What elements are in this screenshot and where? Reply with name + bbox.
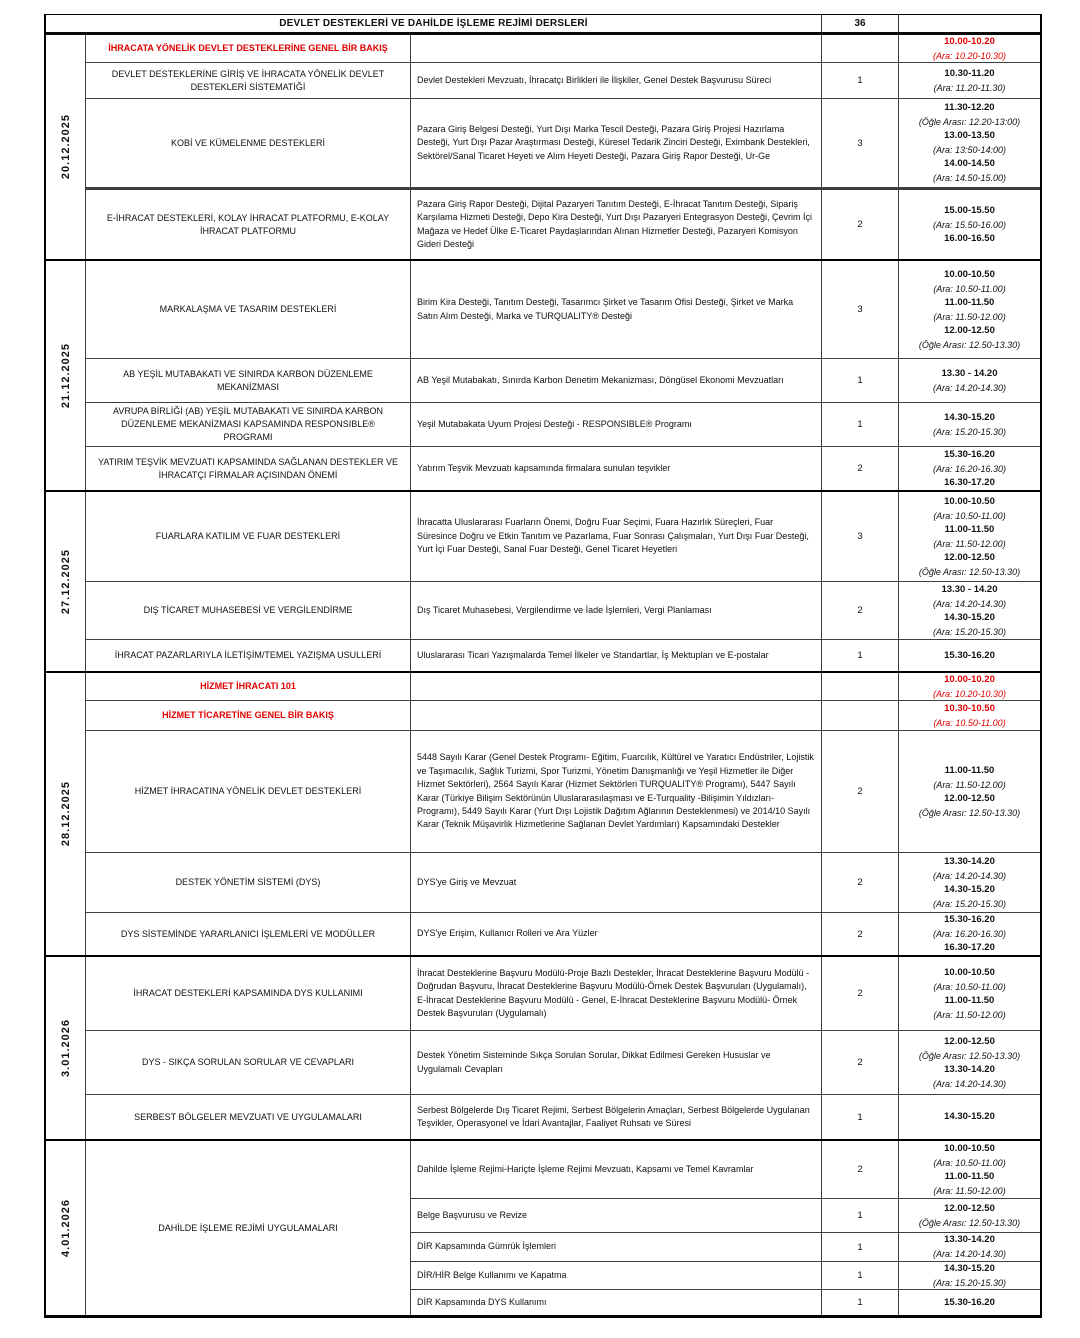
session-time-label: 11.30-12.20 bbox=[944, 102, 995, 113]
session-time-label: 15.30-16.20 bbox=[944, 448, 995, 460]
session-time-label: 13.30 - 14.20 bbox=[941, 583, 998, 595]
session-time-label: 10.00-10.50 bbox=[944, 495, 995, 507]
course-hours: 3 bbox=[822, 492, 899, 581]
session-time-label: 14.30-15.20 bbox=[944, 883, 995, 895]
course-description: DYS'ye Giriş ve Mevzuat bbox=[411, 853, 822, 912]
course-hours: 2 bbox=[822, 731, 899, 852]
course-title: E-İHRACAT DESTEKLERİ, KOLAY İHRACAT PLATFORMU, E-KOLAY İHRACAT PLATFORMU bbox=[86, 190, 411, 259]
course-title: HİZMET TİCARETİNE GENEL BİR BAKIŞ bbox=[86, 701, 411, 730]
date-label: 4.01.2026 bbox=[59, 1199, 72, 1257]
break-time-label: (Ara: 16.20-16.30) bbox=[932, 929, 1007, 939]
break-time-label: (Ara: 11.50-12.00) bbox=[933, 538, 1006, 549]
section-rows bbox=[86, 35, 1040, 259]
time-slot-cell bbox=[899, 582, 1040, 639]
break-time-label: (Ara: 14.20-14.30) bbox=[932, 382, 1007, 393]
course-description: Devlet Destekleri Mevzuatı, İhracatçı Birlikleri ile İlişkiler, Genel Destek Başvurusu Süreci bbox=[411, 63, 822, 98]
course-description: İhracatta Uluslararası Fuarların Önemi, Doğru Fuar Seçimi, Fuara Hazırlık Süreçleri, Fuar Süresince Doğru ve Etkin Tanıtım ve Pazarlama, Fuar Sonrası Çalışmaları, Yurt Dışı Fuar Desteği, Yurt İçi Fuar Desteği, Sanal Fuar Desteği, Genel Ticaret Heyetleri bbox=[411, 492, 822, 581]
session-time-label: 10.00-10.20 bbox=[944, 35, 995, 47]
table-row bbox=[86, 63, 1040, 99]
course-hours: 2 bbox=[822, 1031, 899, 1094]
session-time-label: 10.00-10.50 bbox=[944, 268, 995, 280]
session-time-label: 13.30 - 14.20 bbox=[941, 367, 998, 379]
break-time-label: (Ara: 10.50-11.00) bbox=[933, 283, 1006, 294]
course-hours: 1 bbox=[822, 63, 899, 98]
course-description: Dahilde İşleme Rejimi-Hariçte İşleme Rejimi Mevzuatı, Kapsamı ve Temel Kavramlar bbox=[411, 1141, 822, 1198]
table-row bbox=[86, 701, 1040, 731]
total-hours: 36 bbox=[822, 15, 899, 32]
course-title: AB YEŞİL MUTABAKATI VE SINIRDA KARBON DÜZENLEME MEKANİZMASI bbox=[86, 359, 411, 402]
course-description bbox=[411, 35, 822, 62]
session-time-label: 14.30-15.20 bbox=[944, 1111, 995, 1122]
course-description: İhracat Desteklerine Başvuru Modülü-Proje Bazlı Destekler, İhracat Desteklerine Başvuru Modülü - Doğrudan Başvuru, İhracat Desteklerine Başvuru Modülü-Örnek Destek Başvuruları (Uygulamalı), E-İhracat Desteklerine Başvuru Modülü - Genel, E-İhracat Desteklerine Başvuru Modülü- Örnek Destek Başvuruları (Uygulamalı) bbox=[411, 957, 822, 1030]
table-row bbox=[86, 261, 1040, 359]
course-hours: 1 bbox=[822, 1262, 899, 1289]
date-cell bbox=[46, 957, 86, 1139]
course-description: Birim Kira Desteği, Tanıtım Desteği, Tasarımcı Şirket ve Tasarım Ofisi Desteği, Şirket ve Marka Satın Alım Desteği, Marka ve TURQUALITY® Desteği bbox=[411, 261, 822, 358]
course-hours: 2 bbox=[822, 913, 899, 955]
course-hours: 1 bbox=[822, 1290, 899, 1315]
section-rows bbox=[411, 1141, 1040, 1315]
course-title: MARKALAŞMA VE TASARIM DESTEKLERİ bbox=[86, 261, 411, 358]
table-row bbox=[86, 359, 1040, 403]
time-slot-cell bbox=[899, 913, 1040, 955]
break-time-label: (Ara: 15.20-15.30) bbox=[932, 1277, 1007, 1288]
table-header-row bbox=[46, 15, 1040, 35]
date-label: 3.01.2026 bbox=[59, 1019, 72, 1077]
session-time-label: 12.00-12.50 bbox=[944, 792, 995, 804]
time-slot-cell bbox=[899, 1290, 1040, 1315]
break-time-label: (Ara: 11.50-12.00) bbox=[933, 1185, 1006, 1196]
break-time-label: (Ara: 13:50-14:00) bbox=[932, 145, 1007, 155]
break-time-label: (Ara: 11.50-12.00) bbox=[933, 779, 1006, 790]
schedule-section bbox=[46, 957, 1040, 1141]
course-title: DEVLET DESTEKLERİNE GİRİŞ VE İHRACATA YÖNELİK DEVLET DESTEKLERİ SİSTEMATİĞİ bbox=[86, 63, 411, 98]
session-time-label: 14.30-15.20 bbox=[944, 1262, 995, 1274]
break-time-label: (Öğle Arası: 12.50-13.30) bbox=[918, 1217, 1021, 1228]
break-time-label: (Ara: 14.20-14.30) bbox=[932, 598, 1007, 609]
course-schedule-table bbox=[44, 14, 1042, 1318]
course-title: İHRACAT PAZARLARIYLA İLETİŞİM/TEMEL YAZIŞMA USULLERİ bbox=[86, 640, 411, 671]
time-slot-cell bbox=[899, 640, 1040, 671]
course-hours: 1 bbox=[822, 640, 899, 671]
session-time-label: 10.30-10.50 bbox=[944, 702, 995, 714]
session-time-label: 11.00-11.50 bbox=[944, 523, 995, 535]
table-row bbox=[86, 582, 1040, 640]
break-time-label: (Ara: 15.20-15.30) bbox=[932, 626, 1007, 637]
time-slot-cell bbox=[899, 261, 1040, 358]
course-description: Uluslararası Ticari Yazışmalarda Temel İlkeler ve Standartlar, İş Mektupları ve E-postalar bbox=[411, 640, 822, 671]
header-time-cell bbox=[899, 15, 1040, 32]
course-hours bbox=[822, 701, 899, 730]
course-hours: 2 bbox=[822, 853, 899, 912]
table-row bbox=[411, 1262, 1040, 1290]
schedule-section bbox=[46, 673, 1040, 957]
table-row bbox=[86, 957, 1040, 1031]
time-slot-cell bbox=[899, 63, 1040, 98]
break-time-label: (Ara: 14.20-14.30) bbox=[932, 870, 1007, 881]
date-label: 20.12.2025 bbox=[59, 114, 72, 180]
time-slot-cell bbox=[899, 35, 1040, 62]
section-rows bbox=[86, 261, 1040, 490]
session-time-label: 13.30-14.20 bbox=[944, 855, 995, 867]
course-description bbox=[411, 701, 822, 730]
break-time-label: (Ara: 11.50-12.00) bbox=[933, 311, 1006, 322]
table-row bbox=[86, 99, 1040, 188]
table-row bbox=[86, 1095, 1040, 1139]
date-cell bbox=[46, 35, 86, 259]
schedule-section bbox=[46, 35, 1040, 261]
time-slot-cell bbox=[899, 731, 1040, 852]
break-time-label: (Ara: 15.50-16.00) bbox=[932, 219, 1007, 230]
table-row bbox=[86, 640, 1040, 671]
break-time-label: (Ara: 15.20-15.30) bbox=[932, 898, 1007, 909]
break-time-label: (Ara: 10.50-11.00) bbox=[933, 981, 1006, 992]
date-label: 21.12.2025 bbox=[59, 342, 72, 409]
session-time-label: 13.00-13.50 bbox=[944, 130, 995, 141]
course-description: Pazara Giriş Rapor Desteği, Dijital Pazaryeri Tanıtım Desteği, E-İhracat Tanıtım Desteği, Sipariş Karşılama Hizmeti Desteği, Depo Kira Desteği, Yurt Dışı Pazaryeri Entegrasyon Desteği, Çevrim İçi Mağaza ve Hedef Ülke E-Ticaret Paydaşlarından Alınan Hizmetler Desteği, Pazaryeri Komisyon Gideri Desteği bbox=[411, 190, 822, 259]
time-slot-cell bbox=[899, 1141, 1040, 1198]
section-rows bbox=[86, 957, 1040, 1139]
session-time-label: 10.00-10.20 bbox=[944, 673, 995, 685]
break-time-label: (Öğle Arası: 12.20-13:00) bbox=[918, 117, 1021, 127]
time-slot-cell bbox=[899, 447, 1040, 490]
break-time-label: (Ara: 10.50-11.00) bbox=[933, 717, 1006, 728]
session-time-label: 16.30-17.20 bbox=[944, 476, 995, 488]
table-row bbox=[86, 853, 1040, 913]
session-time-label: 12.00-12.50 bbox=[944, 551, 995, 563]
time-slot-cell bbox=[899, 1262, 1040, 1289]
session-time-label: 14.30-15.20 bbox=[944, 411, 995, 423]
course-description: AB Yeşil Mutabakatı, Sınırda Karbon Denetim Mekanizması, Döngüsel Ekonomi Mevzuatları bbox=[411, 359, 822, 402]
course-title: FUARLARA KATILIM VE FUAR DESTEKLERİ bbox=[86, 492, 411, 581]
schedule-section bbox=[46, 1141, 1040, 1315]
session-time-label: 11.00-11.50 bbox=[944, 296, 995, 308]
break-time-label: (Ara: 10.50-11.00) bbox=[933, 510, 1006, 521]
course-description: Dış Ticaret Muhasebesi, Vergilendirme ve İade İşlemleri, Vergi Planlaması bbox=[411, 582, 822, 639]
session-time-label: 10.30-11.20 bbox=[944, 67, 995, 79]
time-slot-cell bbox=[899, 1031, 1040, 1094]
time-slot-cell bbox=[899, 359, 1040, 402]
break-time-label: (Öğle Arası: 12.50-13.30) bbox=[918, 339, 1021, 350]
course-hours: 2 bbox=[822, 1141, 899, 1198]
session-time-label: 13.30-14.20 bbox=[944, 1063, 995, 1075]
course-description: DİR Kapsamında DYS Kullanımı bbox=[411, 1290, 822, 1315]
table-row bbox=[411, 1141, 1040, 1199]
course-hours: 2 bbox=[822, 582, 899, 639]
schedule-section bbox=[46, 261, 1040, 492]
course-title: İHRACAT DESTEKLERİ KAPSAMINDA DYS KULLANIMI bbox=[86, 957, 411, 1030]
date-cell bbox=[46, 1141, 86, 1315]
break-time-label: (Ara: 10.20-10.30) bbox=[932, 50, 1007, 61]
table-row bbox=[86, 1031, 1040, 1095]
course-title: SERBEST BÖLGELER MEVZUATI VE UYGULAMALARI bbox=[86, 1095, 411, 1139]
session-time-label: 15.00-15.50 bbox=[944, 204, 995, 216]
table-row bbox=[86, 447, 1040, 490]
course-hours: 2 bbox=[822, 190, 899, 259]
session-time-label: 14.00-14.50 bbox=[944, 158, 995, 169]
course-hours: 2 bbox=[822, 957, 899, 1030]
session-time-label: 16.30-17.20 bbox=[944, 942, 995, 953]
course-hours: 1 bbox=[822, 359, 899, 402]
table-title: DEVLET DESTEKLERİ VE DAHİLDE İŞLEME REJİMİ DERSLERİ bbox=[46, 15, 822, 32]
course-title: YATIRIM TEŞVİK MEVZUATI KAPSAMINDA SAĞLANAN DESTEKLER VE İHRACATÇI FİRMALAR AÇISINDAN ÖNEMİ bbox=[86, 447, 411, 490]
course-title: DESTEK YÖNETİM SİSTEMİ (DYS) bbox=[86, 853, 411, 912]
date-cell bbox=[46, 492, 86, 671]
table-row bbox=[411, 1199, 1040, 1233]
table-row bbox=[86, 673, 1040, 701]
session-time-label: 10.00-10.50 bbox=[944, 966, 995, 978]
break-time-label: (Ara: 10.50-11.00) bbox=[933, 1157, 1006, 1168]
session-time-label: 15.30-16.20 bbox=[944, 1296, 995, 1308]
session-time-label: 10.00-10.50 bbox=[944, 1142, 995, 1154]
break-time-label: (Ara: 16.20-16.30) bbox=[932, 463, 1007, 474]
course-description: DİR/HİR Belge Kullanımı ve Kapatma bbox=[411, 1262, 822, 1289]
break-time-label: (Ara: 10.20-10.30) bbox=[932, 688, 1007, 699]
session-time-label: 11.00-11.50 bbox=[944, 994, 995, 1006]
break-time-label: (Ara: 14.20-14.30) bbox=[932, 1078, 1007, 1089]
section-rows bbox=[86, 673, 1040, 955]
course-description bbox=[411, 673, 822, 700]
time-slot-cell bbox=[899, 1199, 1040, 1232]
course-hours: 1 bbox=[822, 1233, 899, 1261]
session-time-label: 12.00-12.50 bbox=[944, 1035, 995, 1047]
date-cell bbox=[46, 261, 86, 490]
table-body bbox=[46, 35, 1040, 1315]
session-time-label: 13.30-14.20 bbox=[944, 1234, 995, 1245]
date-label: 27.12.2025 bbox=[59, 548, 72, 615]
course-description: Pazara Giriş Belgesi Desteği, Yurt Dışı Marka Tescil Desteği, Pazara Giriş Projesi Hazırlama Desteği, Yurt Dışı Pazar Araştırması Desteği, Küresel Tedarik Zinciri Desteği, Eximbank Destekleri, Sektörel/Sanal Ticaret Heyeti ve Alım Heyeti Desteği, Pazara Giriş Rapor Desteği, Ur-Ge bbox=[411, 99, 822, 187]
time-slot-cell bbox=[899, 492, 1040, 581]
course-hours: 3 bbox=[822, 261, 899, 358]
course-hours: 1 bbox=[822, 1095, 899, 1139]
course-hours bbox=[822, 673, 899, 700]
session-time-label: 12.00-12.50 bbox=[944, 1202, 995, 1214]
session-time-label: 15.30-16.20 bbox=[944, 649, 995, 661]
table-row bbox=[86, 188, 1040, 259]
course-description: Serbest Bölgelerde Dış Ticaret Rejimi, Serbest Bölgelerin Amaçları, Serbest Bölgelerde Uygulanan Teşvikler, Operasyonel ve İdari Avantajlar, Faaliyet Ruhsatı ve Süresi bbox=[411, 1095, 822, 1139]
table-row bbox=[411, 1290, 1040, 1315]
time-slot-cell bbox=[899, 99, 1040, 187]
time-slot-cell bbox=[899, 1095, 1040, 1139]
session-time-label: 16.00-16.50 bbox=[944, 232, 995, 244]
table-row bbox=[86, 403, 1040, 447]
course-title: HİZMET İHRACATINA YÖNELİK DEVLET DESTEKLERİ bbox=[86, 731, 411, 852]
session-time-label: 12.00-12.50 bbox=[944, 324, 995, 336]
table-row bbox=[86, 492, 1040, 582]
table-row bbox=[86, 731, 1040, 853]
course-hours: 1 bbox=[822, 403, 899, 446]
schedule-section bbox=[46, 492, 1040, 673]
course-title: HİZMET İHRACATI 101 bbox=[86, 673, 411, 700]
course-description: Yeşil Mutabakata Uyum Projesi Desteği - RESPONSIBLE® Programı bbox=[411, 403, 822, 446]
course-title-merged: DAHİLDE İŞLEME REJİMİ UYGULAMALARI bbox=[86, 1141, 411, 1315]
break-time-label: (Ara: 11.50-12.00) bbox=[933, 1009, 1006, 1020]
session-time-label: 14.30-15.20 bbox=[944, 611, 995, 623]
table-row bbox=[411, 1233, 1040, 1262]
session-time-label: 11.00-11.50 bbox=[944, 764, 995, 776]
break-time-label: (Ara: 15.20-15.30) bbox=[932, 426, 1007, 437]
course-title: DIŞ TİCARET MUHASEBESİ VE VERGİLENDİRME bbox=[86, 582, 411, 639]
time-slot-cell bbox=[899, 957, 1040, 1030]
table-row bbox=[86, 35, 1040, 63]
session-time-label: 15.30-16.20 bbox=[944, 914, 995, 925]
table-row bbox=[86, 913, 1040, 955]
course-description: 5448 Sayılı Karar (Genel Destek Programı- Eğitim, Fuarcılık, Kültürel ve Yaratıcı Endüstriler, Lojistik ve Taşımacılık, Sağlık Turizmi, Spor Turizmi, Yönetim Danışmanlığı ve Yeşil Hizmetler ile Diğer Hizmet Sektörleri), 2564 Sayılı Karar (Hizmet Sektörleri TURQUALITY® Programı), 5447 Sayılı Karar (Türkiye Bilişim Sektörünün Uluslararasılaşması ve E-Turquality -Bilişimin Yıldızları- Programı), 5449 Sayılı Karar (Yurt Dışı Lojistik Dağıtım Ağlarının Desteklenmesi) ve 2014/10 Sayılı Karar (Teknik Müşavirlik Hizmetlerine Sağlanan Devlet Yardımları) Kapsamındaki Destekler bbox=[411, 731, 822, 852]
time-slot-cell bbox=[899, 190, 1040, 259]
course-description: DİR Kapsamında Gümrük İşlemleri bbox=[411, 1233, 822, 1261]
section-rows bbox=[86, 492, 1040, 671]
date-cell bbox=[46, 673, 86, 955]
date-label: 28.12.2025 bbox=[59, 781, 72, 847]
course-description: Yatırım Teşvik Mevzuatı kapsamında firmalara sunulan teşvikler bbox=[411, 447, 822, 490]
break-time-label: (Öğle Arası: 12.50-13.30) bbox=[918, 807, 1021, 818]
time-slot-cell bbox=[899, 1233, 1040, 1261]
course-hours: 3 bbox=[822, 99, 899, 187]
course-description: Destek Yönetim Sisteminde Sıkça Sorulan Sorular, Dikkat Edilmesi Gereken Hususlar ve Uygulamalı Cevapları bbox=[411, 1031, 822, 1094]
time-slot-cell bbox=[899, 673, 1040, 700]
course-description: DYS'ye Erişim, Kullanıcı Rolleri ve Ara Yüzler bbox=[411, 913, 822, 955]
session-time-label: 11.00-11.50 bbox=[944, 1170, 995, 1182]
break-time-label: (Ara: 11.20-11.30) bbox=[933, 82, 1006, 93]
course-title: DYS SİSTEMİNDE YARARLANICI İŞLEMLERİ VE MODÜLLER bbox=[86, 913, 411, 955]
course-description: Belge Başvurusu ve Revize bbox=[411, 1199, 822, 1232]
time-slot-cell bbox=[899, 701, 1040, 730]
course-title: KOBİ VE KÜMELENME DESTEKLERİ bbox=[86, 99, 411, 187]
break-time-label: (Ara: 14.20-14.30) bbox=[932, 1249, 1007, 1259]
break-time-label: (Öğle Arası: 12.50-13.30) bbox=[918, 1050, 1021, 1061]
course-title: AVRUPA BİRLİĞİ (AB) YEŞİL MUTABAKATI VE SINIRDA KARBON DÜZENLEME MEKANİZMASI KAPSAMINDA RESPONSIBLE® PROGRAMI bbox=[86, 403, 411, 446]
course-title: İHRACATA YÖNELİK DEVLET DESTEKLERİNE GENEL BİR BAKIŞ bbox=[86, 35, 411, 62]
course-hours: 2 bbox=[822, 447, 899, 490]
time-slot-cell bbox=[899, 853, 1040, 912]
course-hours: 1 bbox=[822, 1199, 899, 1232]
break-time-label: (Ara: 14.50-15.00) bbox=[932, 173, 1007, 183]
break-time-label: (Öğle Arası: 12.50-13.30) bbox=[918, 566, 1021, 577]
course-title: DYS - SIKÇA SORULAN SORULAR VE CEVAPLARI bbox=[86, 1031, 411, 1094]
time-slot-cell bbox=[899, 403, 1040, 446]
course-hours bbox=[822, 35, 899, 62]
